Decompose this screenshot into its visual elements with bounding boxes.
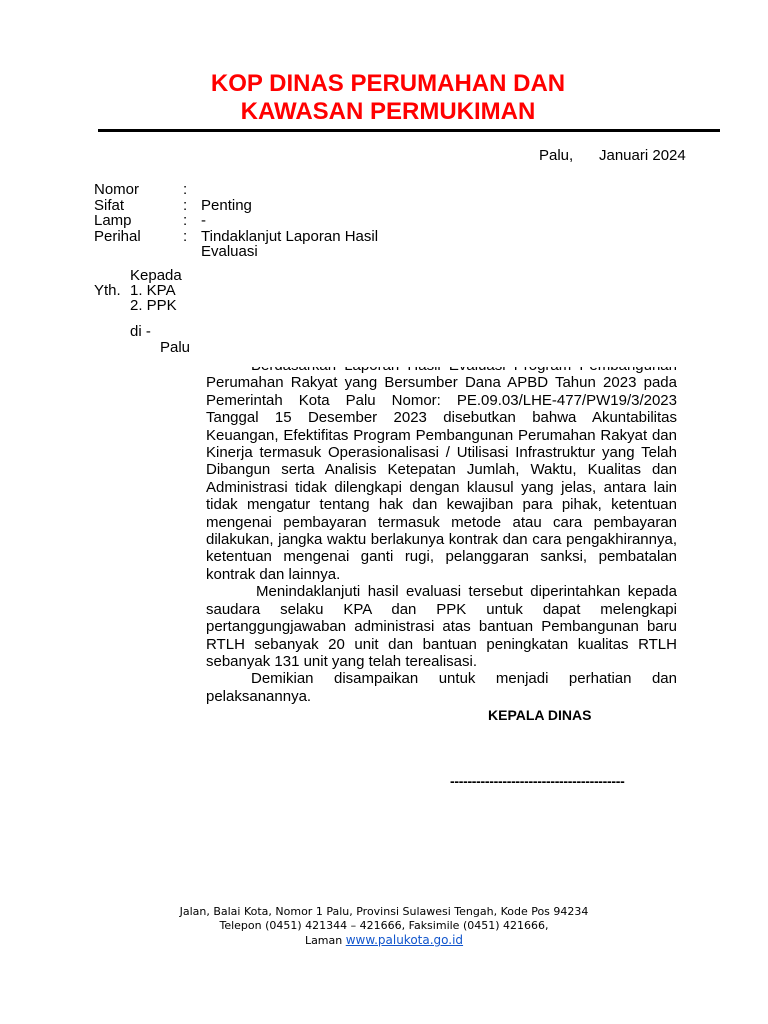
signature-line: ----------------------------------------: [450, 773, 625, 789]
body-paragraph-3: Demikian disampaikan untuk menjadi perhatian dan pelaksanannya.: [206, 670, 677, 705]
footer-website-link[interactable]: www.palukota.go.id: [345, 933, 464, 947]
signature-title: KEPALA DINAS: [488, 707, 592, 723]
recipient-yth: Yth.: [94, 282, 121, 299]
recipient-item-ppk: 2. PPK: [130, 297, 177, 314]
meta-colon: :: [183, 196, 188, 214]
recipient-di: di -: [130, 323, 151, 340]
letter-body: [206, 357, 677, 705]
body-paragraph-1: Perumahan Rakyat yang Bersumber Dana APBD Tahun 2023 pada Pemerintah Kota Palu Nomor: PE.09.03/LHE-477/PW19/3/2023 Tanggal 15 Desember 2023 disebutkan bahwa Akuntabilitas Keuangan, Efektifitas Program Pembangunan Perumahan Rakyat dan Kinerja termasuk Operasionalisasi / Utilisasi Infrastruktur yang Telah Dibangun serta Analisis Ketepatan Jumlah, Waktu, Kualitas dan Administrasi tidak dilengkapi dengan klausul yang jelas, antara lain tidak mengatur tentang hak dan kewajiban para pihak, ketentuan mengenai pembayaran termasuk metode atau cara pembayaran dilakukan, jangka waktu berlakunya kontrak dan cara pengakhirannya, ketentuan mengenai ganti rugi, pelanggaran sanksi, pembatalan kontrak dan lainnya.: [206, 374, 677, 583]
letterhead-title-line1: KOP DINAS PERUMAHAN DAN: [210, 70, 566, 97]
footer-address: Jalan, Balai Kota, Nomor 1 Palu, Provinsi Sulawesi Tengah, Kode Pos 94234: [179, 905, 589, 918]
letterhead-divider: [98, 129, 720, 132]
letterhead-title-line2: KAWASAN PERMUKIMAN: [240, 98, 536, 125]
meta-label: Nomor: [94, 181, 140, 198]
footer-phone: Telepon (0451) 421344 – 421666, Faksimile (0451) 421666,: [219, 919, 549, 932]
body-paragraph-2: Menindaklanjuti hasil evaluasi tersebut diperintahkan kepada saudara selaku KPA dan PPK untuk dapat melengkapi pertanggungjawaban administrasi atas bantuan Pembangunan baru RTLH sebanyak 20 unit dan bantuan peningkatan kualitas RTLH sebanyak 131 unit yang telah terealisasi.: [206, 583, 677, 670]
letter-place: Palu,: [539, 147, 574, 164]
letterhead-title: [0, 70, 768, 126]
meta-colon: :: [183, 181, 188, 198]
meta-label: Perihal: [94, 227, 141, 245]
letter-date: Januari 2024: [599, 147, 686, 164]
recipient-city: Palu: [160, 339, 191, 356]
meta-value: Penting: [201, 196, 252, 214]
meta-label: Sifat: [94, 196, 125, 214]
footer-website-prefix: Laman: [304, 934, 346, 947]
recipient-item-kpa: 1. KPA: [130, 282, 176, 299]
meta-value: -: [201, 212, 206, 229]
recipient-kepada: Kepada: [130, 267, 182, 284]
meta-value: Evaluasi: [201, 243, 258, 260]
meta-value: Tindaklanjut Laporan Hasil: [201, 227, 379, 245]
meta-colon: :: [183, 227, 188, 245]
body-top-crop: [206, 357, 686, 367]
letterhead-footer: [0, 905, 768, 948]
meta-label: Lamp: [94, 212, 132, 229]
footer-website-line: [0, 933, 768, 948]
meta-colon: :: [183, 212, 188, 229]
